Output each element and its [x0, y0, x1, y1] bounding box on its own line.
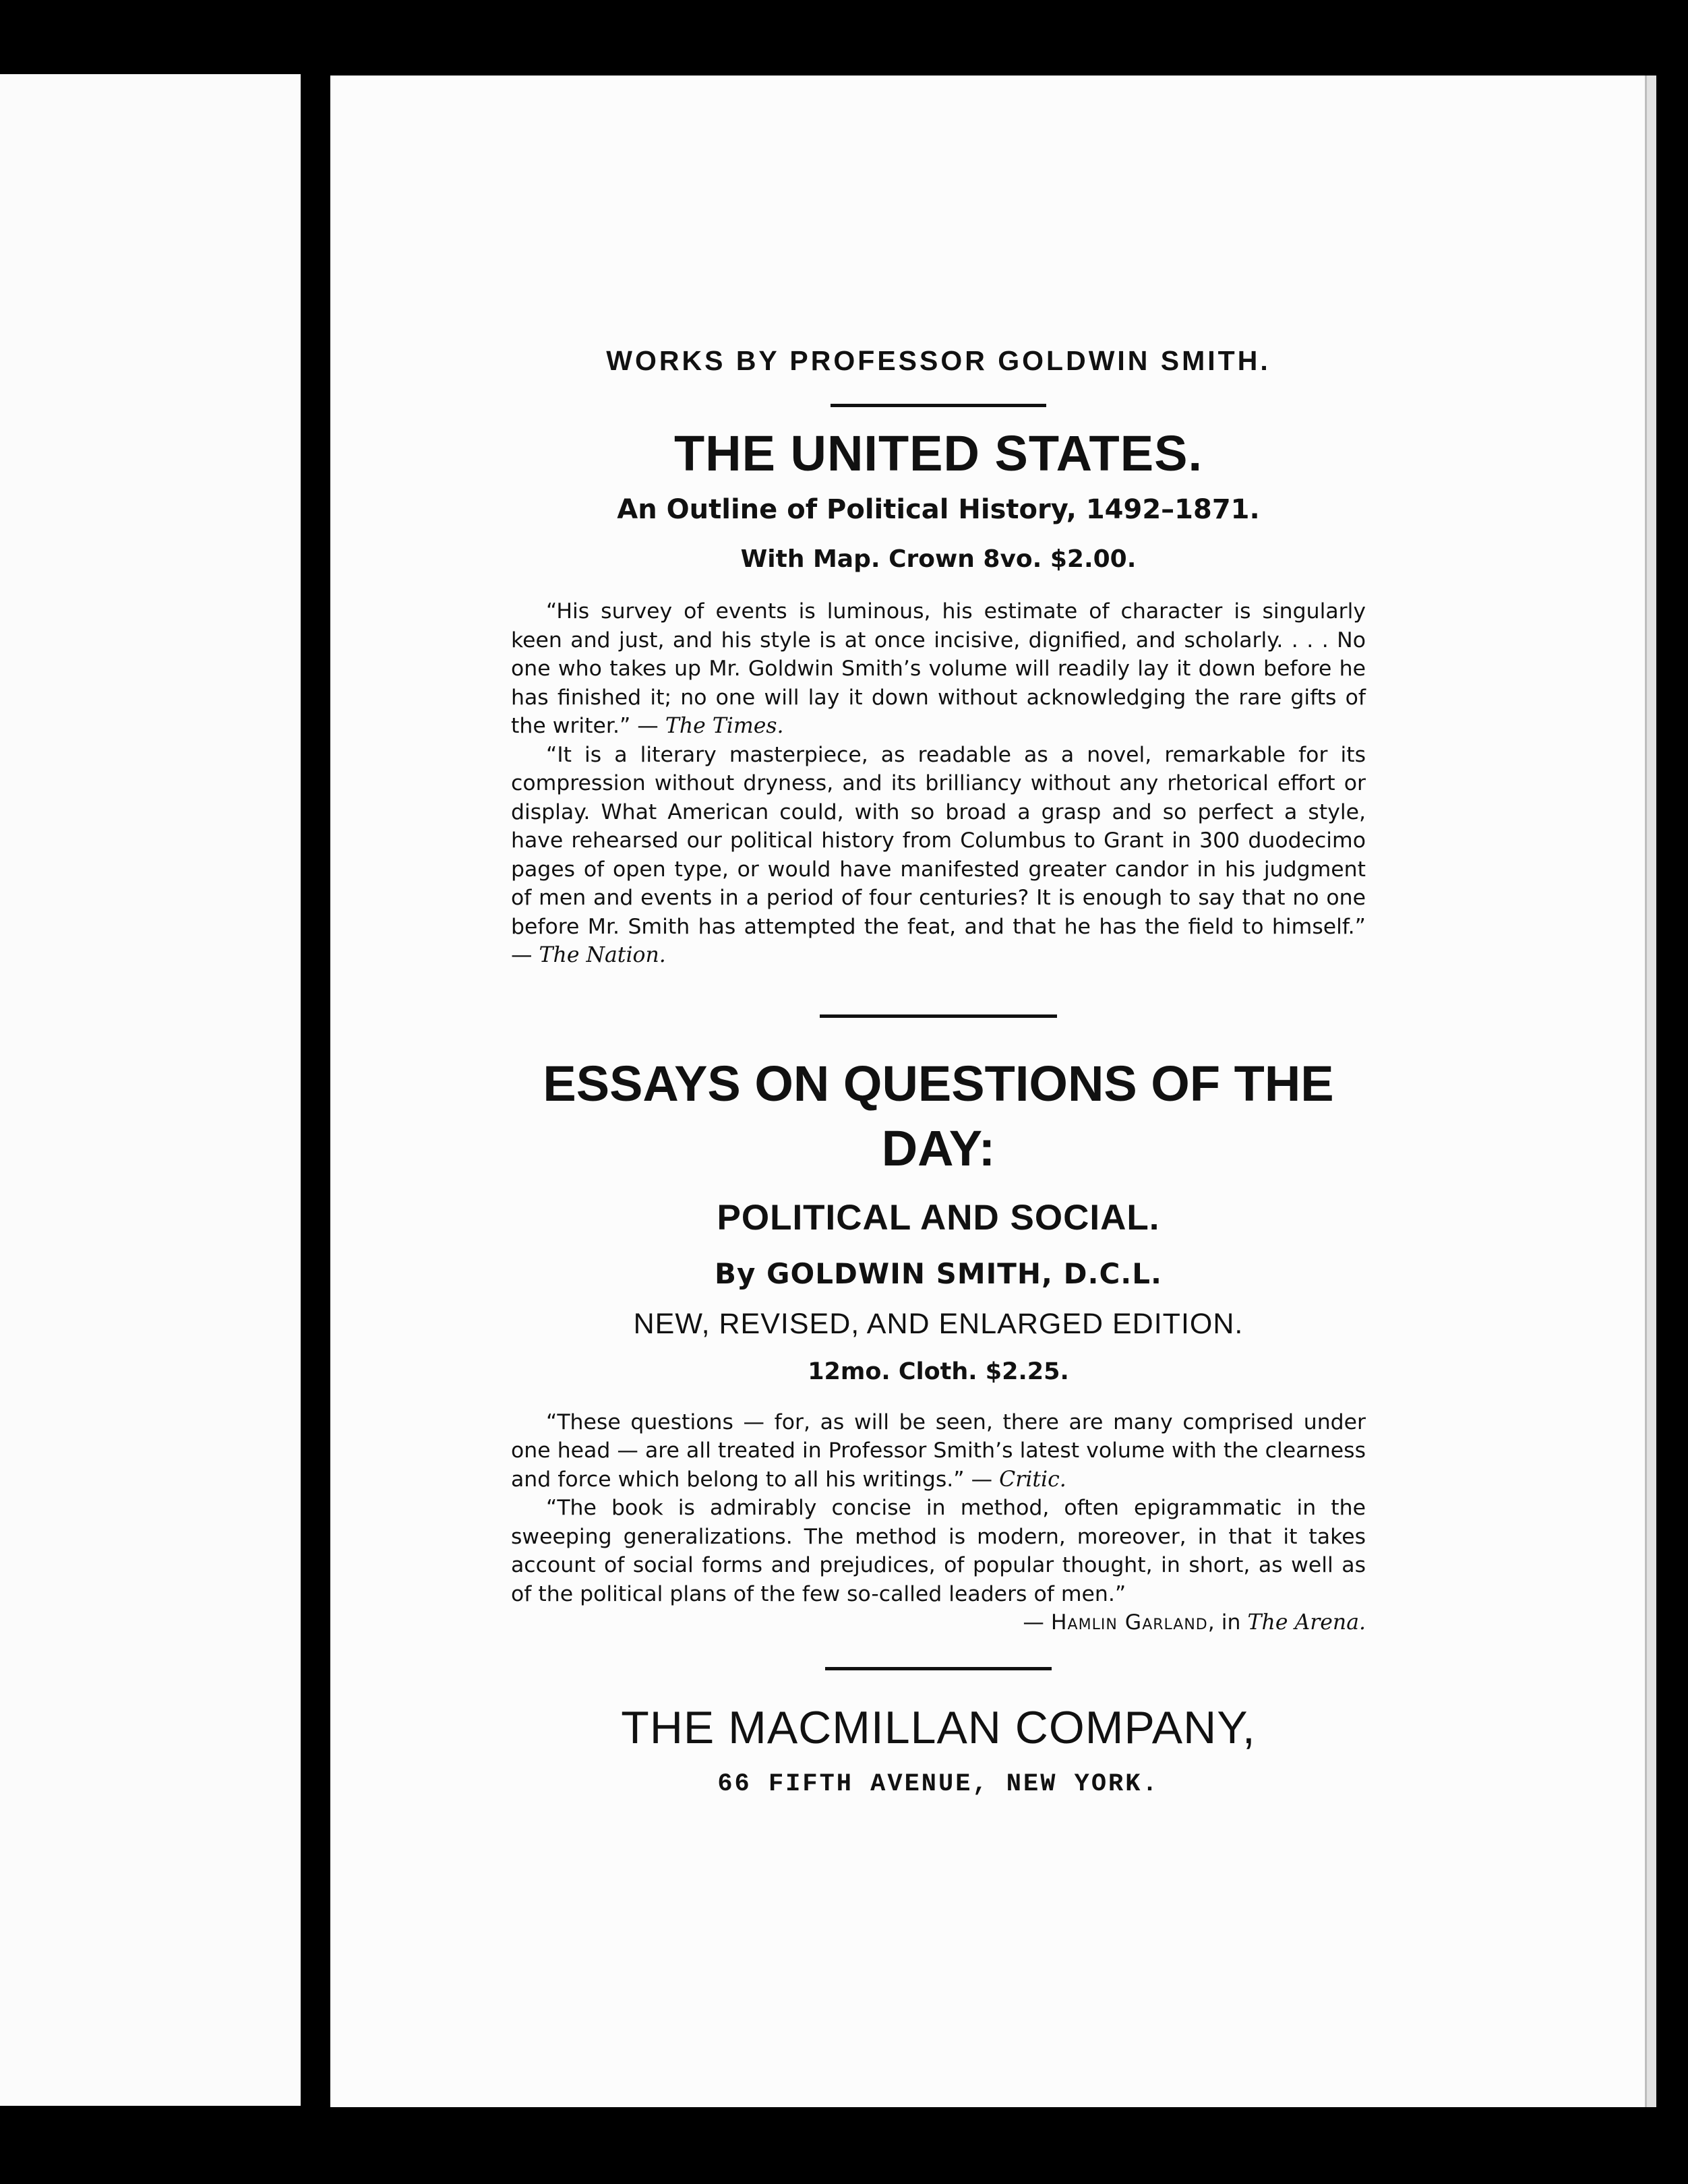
review-source: The Nation. — [539, 943, 666, 968]
review-quote-text: “These questions — for, as will be seen, there are many comprised under one head — are all treated in Professor Smith’s latest volume with the clearness and force which belong to all his writings.” — — [511, 1409, 1366, 1492]
book-subtitle: POLITICAL AND SOCIAL. — [717, 1197, 1160, 1238]
review-quote — [511, 741, 1366, 970]
book-title-line: ESSAYS ON QUESTIONS OF THE — [543, 1055, 1334, 1112]
book-format-price: With Map. Crown 8vo. $2.00. — [740, 545, 1137, 574]
divider-rule — [825, 1667, 1052, 1670]
book-subtitle: An Outline of Political History, 1492–1871. — [617, 494, 1260, 526]
facing-blank-page — [0, 74, 301, 2106]
publisher-name: THE MACMILLAN COMPANY, — [621, 1701, 1256, 1753]
series-heading: WORKS BY PROFESSOR GOLDWIN SMITH. — [606, 345, 1271, 376]
review-quote: “The book is admirably concise in method, often epigrammatic in the sweeping generalizations. The method is modern, moreover, in that it takes account of social forms and prejudices, of popular thought, in short, as well as of the political plans of the few so-called leaders of men.” — [511, 1496, 1366, 1606]
book-edition: NEW, REVISED, AND ENLARGED EDITION. — [633, 1307, 1244, 1340]
book-title-line: DAY: — [881, 1120, 996, 1176]
review-source: The Times. — [665, 714, 784, 739]
attribution-dash: — — [1023, 1610, 1051, 1635]
page-edge — [1645, 75, 1656, 2107]
review-source: The Arena. — [1247, 1610, 1366, 1635]
review-quote — [511, 1408, 1366, 1494]
review-source: Critic. — [999, 1467, 1066, 1492]
review-quote — [511, 597, 1366, 741]
attribution-mid: , in — [1207, 1610, 1248, 1635]
divider-rule — [831, 404, 1046, 407]
review-quote-text: “His survey of events is luminous, his estimate of character is singularly keen and just, and his style is at once incisive, dignified, and scholarly. . . . No one who takes up Mr. Goldwin Smith’s volume will readily lay it down before he has finished it; no one will lay it down without acknowledging the rare gifts of the writer.” — — [511, 599, 1366, 739]
attribution-name: Hamlin Garland — [1050, 1610, 1208, 1635]
publisher-address: 66 FIFTH AVENUE, NEW YORK. — [717, 1769, 1159, 1798]
book-format-price: 12mo. Cloth. $2.25. — [808, 1358, 1069, 1385]
book-author: By GOLDWIN SMITH, D.C.L. — [715, 1256, 1162, 1290]
review-attribution — [511, 1608, 1366, 1637]
book-title-united-states: THE UNITED STATES. — [673, 425, 1203, 481]
advertisement-page — [330, 75, 1645, 2107]
review-quote-text: “It is a literary masterpiece, as readable as a novel, remarkable for its compression without dryness, and its brilliancy without any rhetorical effort or display. What American could, with so broad a grasp and so perfect a style, have rehearsed our political history from Columbus to Grant in 300 duodecimo pages of open type, or would have manifested greater candor in his judgment of men and events in a period of four centuries? It is enough to say that no one before Mr. Smith has attempted the feat, and that he has the field to himself.” — — [511, 742, 1366, 968]
page-content — [511, 266, 1366, 1798]
divider-rule — [820, 1014, 1057, 1018]
book-title-essays — [511, 1052, 1366, 1181]
